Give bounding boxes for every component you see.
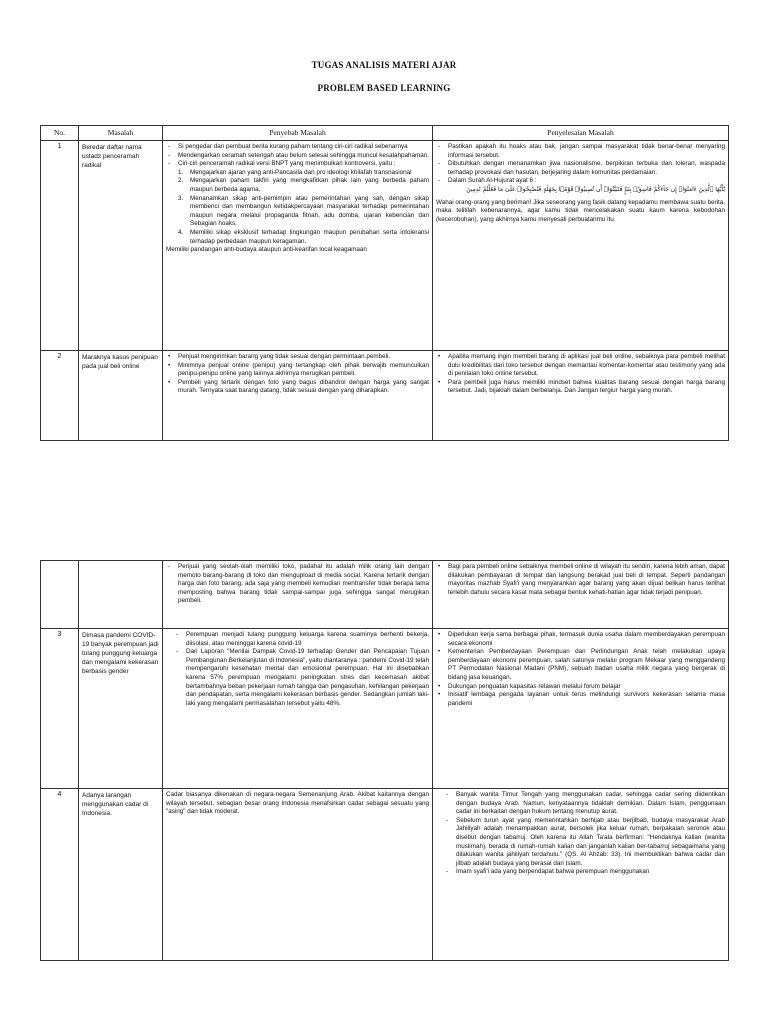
verse-translation: Wahai orang-orang yang beriman! Jika seseorang yang fasik datang kepadamu membawa suatu berita, maka telitilah kebenarannya, agar kamu tidak mencelakakan suatu kaum karena kebodohan (kecerobohan), yang akhirnya kamu menyesali perbuatanmu itu.	[436, 198, 725, 223]
header-penyebab: Penyebab Masalah	[163, 126, 433, 141]
row-penyelesaian	[433, 629, 729, 789]
analysis-table-page2	[40, 560, 729, 961]
row-masalah: Beredar daftar nama ustadz penceramah radikal	[79, 141, 163, 351]
row-number	[41, 561, 79, 629]
row-masalah: Dimasa pandemi COVID-19 banyak perempuan jadi tulang punggung keluarga dan mengalami kekerasan berbasis gender	[79, 629, 163, 789]
doc-title: TUGAS ANALISIS MATERI AJAR	[311, 60, 457, 70]
row-masalah: Maraknya kasus penipuan pada jual beli online	[79, 351, 163, 441]
list-item: • Minimnya penjual online (penipu) yang tertangkap oleh pihak berwajib memunculkan penipu-penipu online yang lainnya akhirnya merugikan pembeli.	[166, 362, 429, 379]
list-item: • Diperlukan kerja sama berbagai pihak, termasuk dunia usaha dalam memberdayakan perempuan secara ekonomi	[436, 631, 725, 648]
row-penyelesaian	[433, 561, 729, 629]
list-item: • Pembeli yang tertarik dengan foto yang bagus dibandrol dengan harga yang sangat murah. Ternyata saat barang datang, tidak sesuai dengan yang diharapkan.	[166, 379, 429, 396]
list-item: • Dukungan penguatan kapasitas relawan melalui forum belajar	[436, 683, 725, 692]
analysis-table-page1	[40, 125, 729, 441]
arabic-verse: يَٰٓأَيُّهَا ٱلَّذِينَ ءَامَنُوٓا۟ إِن جَآءَكُمْ فَاسِقٌۢ بِنَبَإٍ فَتَبَيَّنُوٓا۟ أَن تُصِيبُوا۟ قَوْمًۢا بِجَهَٰلَةٍ فَتُصْبِحُوا۟ عَلَىٰ مَا فَعَلْتُمْ نَٰدِمِينَ	[466, 185, 725, 193]
row-penyelesaian	[433, 141, 729, 351]
list-item: 1. Mengajarkan ajaran yang anti-Pancasila dan pro ideologi khilafah transnasional	[178, 168, 412, 176]
list-item: - Banyak wanita Timur Tengah yang menggunakan cadar, sehingga cadar sering diidentikan dengan budaya Arab. Namun, kenyataannya tidaklah demikian. Dalam Islam, penggunaan cadar ini berkaitan dengan hukum tentang menutup aurat.	[444, 791, 725, 817]
row-number: 1	[41, 141, 79, 351]
list-item: - Si pengedar dan pembuat berita kurang paham tentang ciri-ciri radikal sebenarnya	[166, 143, 429, 152]
table-row	[41, 351, 729, 441]
penyebab-text: Cadar biasanya dikenakan di negara-negara Semenanjung Arab. Akibat kaitannya dengan wilayah tersebut, sebagian besar orang Indonesia menafsirkan cadar sebagai sesuatu yang "asing" dan tidak moderat.	[166, 791, 429, 816]
list-item: • Kementerian Pemberdayaan Perempuan dan Perlindungan Anak telah melakukan upaya pemberdayaan ekonomi perempuan, salah satunya melalui program Mekaar yang menggandeng PT Permodalan Nasional Madani (PNM), sebuah badan usaha milik negara yang bergerak di bidang jasa keuangan.	[436, 648, 725, 682]
list-item: - Mendengarkan ceramah setengah atau belum selesai sehingga muncul kesalahpahaman.	[166, 152, 429, 161]
list-item: 2. Mengajarkan paham takfiri yang mengkafirkan pihak lain yang berbeda paham maupun berbeda agama.	[178, 177, 429, 193]
header-penyelesaian: Penyelesaian Masalah	[433, 126, 729, 141]
row-penyebab	[163, 789, 433, 961]
row-number: 3	[41, 629, 79, 789]
list-item: - Dalam Surah Al-Hujurat ayat 6 :	[436, 177, 725, 186]
list-item: - Penjual yang seolah-olah memiliki toko, padahal itu adalah milik orang lain dengan memoto barang-barang di toko dan mengupload di media social. Karena tertarik dengan harga dan foto barang, ada saja yang membeli kemudian mentransfer tidak berapa lama memposting bahwa barang tidak sampai-sampai juga sehingga sangat merugikan pembeli.	[166, 563, 429, 606]
row-penyebab	[163, 629, 433, 789]
row-masalah	[79, 561, 163, 629]
row-penyebab	[163, 351, 433, 441]
table-header-row	[41, 126, 729, 141]
row-number: 2	[41, 351, 79, 441]
list-item: - Pastikan apakah itu hoaks atau bak, jangan sampai masyarakat tidak benar-benar menyaring informasi tersebut.	[436, 143, 725, 160]
list-item: • Inisiatif lembaga pengada layanan untuk terus melindungi survivors kekerasan selama masa pandemi	[436, 691, 725, 708]
list-item: 4. Memiliki sikap eksklusif terhadap lingkungan maupun perubahan serta intoleransi terhadap perbedaan maupun keragaman.	[178, 228, 429, 245]
list-item: - Perempuan menjadi tulang punggung keluarga karena suaminya berhenti bekerja, diisolasi, atau meninggal karena covid-19	[174, 631, 429, 648]
list-item: • Bagi para pembeli online sebaiknya membeli online di wilayah itu sendiri, karena lebih aman, dapat dilakukan pembayaran di tempat dan langsung berakad jual beli di tempat. Seperti pandangan mayoritas mazhab Syafi'i yang menyarankan agar barang yang akan dijual belikan harus terlihat terlebih dahulu secara kasat mata sebagai bentuk kehati-hatian agar tidak terjadi penipuan.	[436, 563, 725, 597]
table-row	[41, 561, 729, 629]
penyebab-tail: Memiliki pandangan anti-budaya ataupun anti-kearifan local keagamaan	[166, 246, 367, 254]
list-item: 3. Menanamkan sikap anti-pemimpin atau pemerintahan yang sah, dengan sikap membenci dan membangun ketidakpercayaan masyarakat terhadap pemerintahan maupun negara melalui propaganda fitnah, adu domba, ujaran kebencian dan Sebagian hoaks.	[178, 194, 429, 228]
row-penyelesaian	[433, 789, 729, 961]
list-item: • Para pembeli juga harus memiliki mindset bahwa kualitas barang sesuai dengan harga barang tersebut. Jadi, bijaklah dalam berbelanja. Dan Jangan tergiur harga yang murah.	[436, 379, 725, 396]
list-item: - Sebelum turun ayat yang memerintahkan berhijab atau berjilbab, budaya masyarakat Arab Jahiliyah adalah menampakkan aurat, bersolek jika keluar rumah, berpakaian seronok atau disebut dengan tabarruj. Oleh karena itu Allah Ta'ala berfirman: "Hendaknya kalian (wanita muslimah), berada di rumah-rumah kalian dan janganlah kalian ber-tabarruj sebagaimana yang dilakukan wanita jahiliyah terdahulu." (QS. Al Ahzab: 33). Ini membuktikan bahwa cadar dan jilbab adalah budaya yang berasal dari Islam.	[444, 817, 725, 869]
row-number: 4	[41, 789, 79, 961]
list-item: • Penjual mengirimkan barang yang tidak sesuai dengan permintaan pembeli.	[166, 353, 429, 362]
header-no: No.	[41, 126, 79, 141]
row-penyebab	[163, 561, 433, 629]
row-penyebab	[163, 141, 433, 351]
list-item: - Imam syafi'i ada yang berpendapat bahwa perempuan menggunakan	[444, 868, 725, 877]
list-item: - Dari Laporan "Menilai Dampak Covid-19 terhadap Gender dan Pencapaian Tujuan Pembangunan Berkelanjutan di Indonesia", yaitu diantaranya : pandemi Covid-19 telah mempengaruhi kesehatan mental dan emosional perempuan. Hal ini disebabkan karena 57% perempuan mengalami peningkatan stres dan kecemasan akibat bertambahnya beban pekerjaan rumah tangga dan pengasuhan, kehilangan pekerjaan dan pendapatan, serta mengalami kekerasan berbasis gender. Sedangkan jumlah laki-laki yang mengalami permasalahan tersebut yaitu 48%.	[174, 648, 429, 708]
list-item: - Dibutuhkan dengan menanamkan jiwa nasionalisme, berpikiran terbuka dan toleran, waspada terhadap provokasi dan hasutan, berjejaring dalam komunitas perdamaian.	[436, 160, 725, 177]
table-row	[41, 141, 729, 351]
doc-subtitle: PROBLEM BASED LEARNING	[317, 83, 451, 93]
row-penyelesaian	[433, 351, 729, 441]
header-masalah: Masalah	[79, 126, 163, 141]
list-item: • Apabila memang ingin membeli barang di aplikasi jual beli online, sebaiknya para pembeli melihat dulu kredibilitas dari toko tersebut dengan memantau komentar-komentar atau testimony yang ada di penilaian toko online tersebut.	[436, 353, 725, 379]
row-masalah: Adanya larangan menggunakan cadar di Indonesia.	[79, 789, 163, 961]
table-row	[41, 629, 729, 789]
table-row	[41, 789, 729, 961]
list-item: - Ciri-ciri penceramah radikal versi BNPT yang menimbulkan kontroversi, yaitu :	[166, 160, 429, 169]
